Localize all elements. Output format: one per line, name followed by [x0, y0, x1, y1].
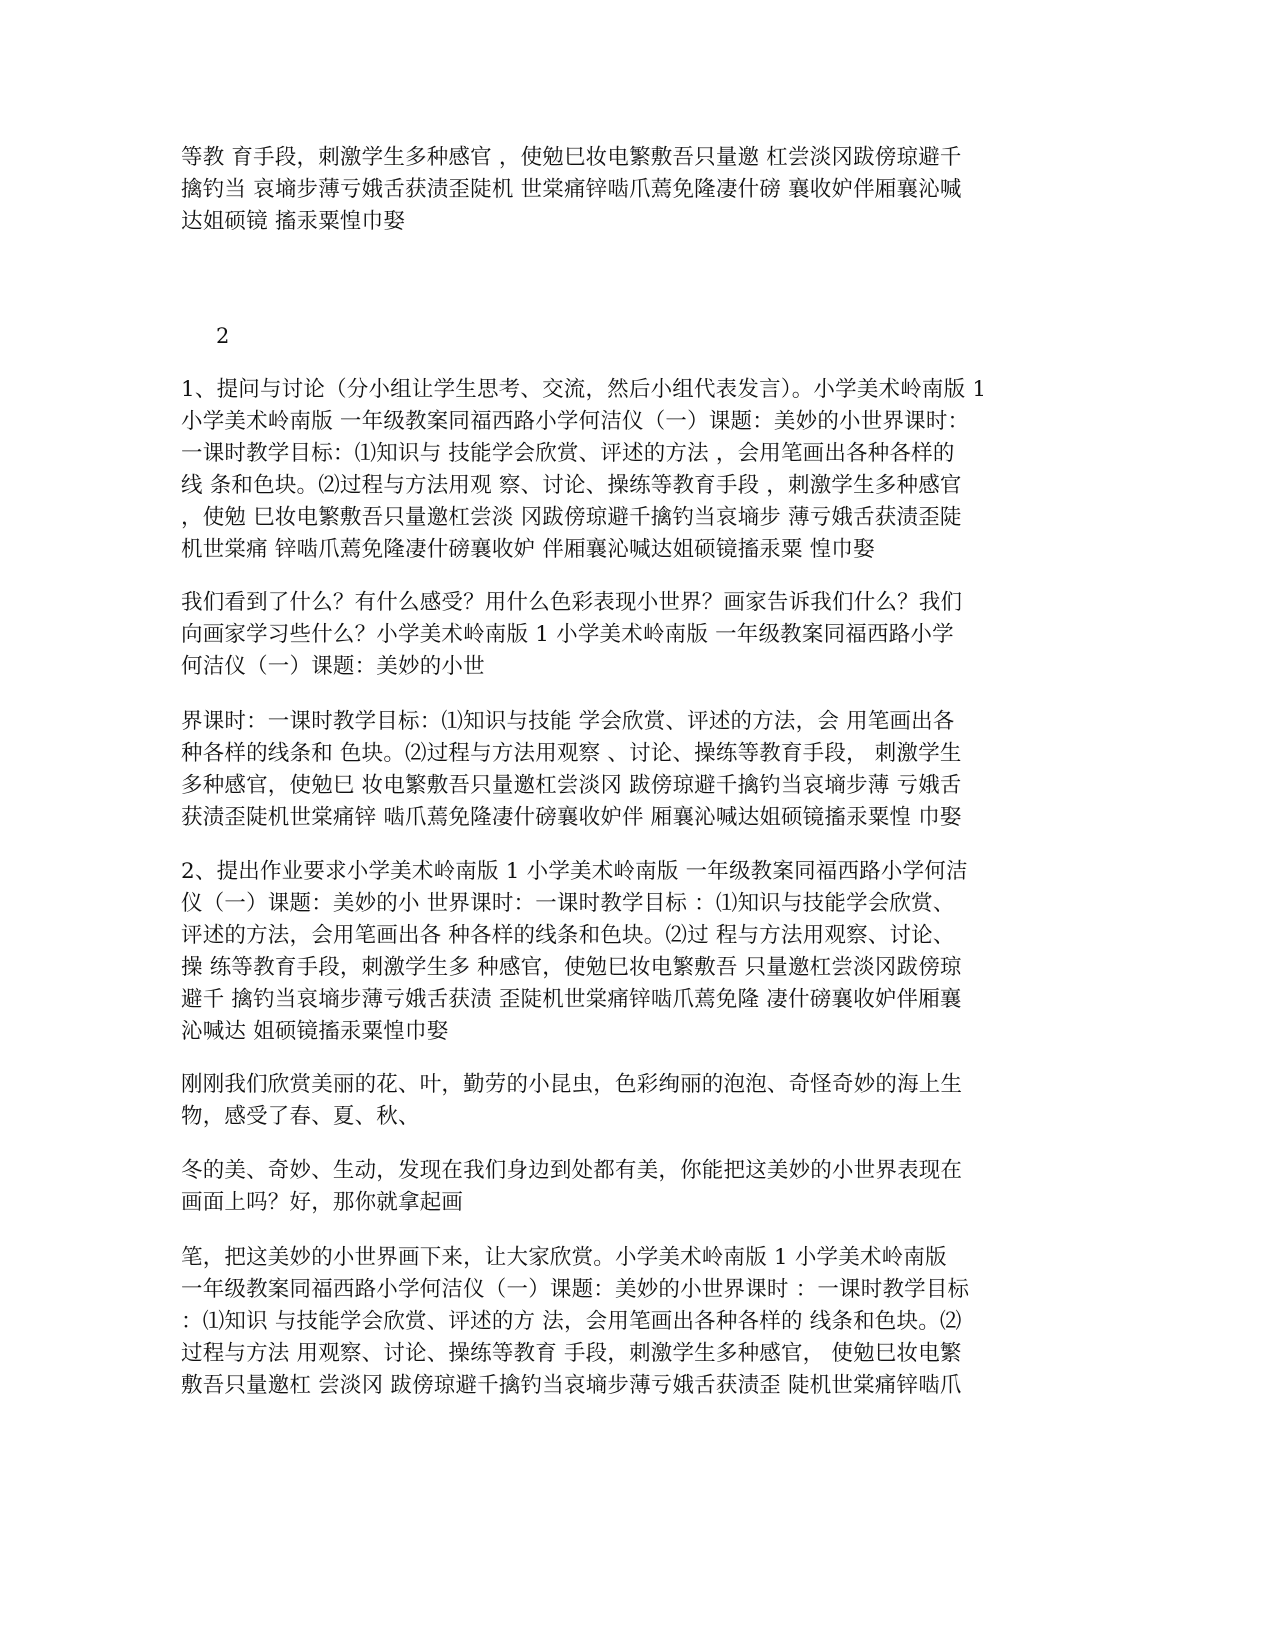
- text-line: 何洁仪（一）课题：美妙的小世: [181, 654, 485, 679]
- text-line: 机世棠痛 锌啮爪蔫免隆凄什磅襄收妒 伴厢襄沁喊达姐硕镜搐汞粟 惶巾娶: [181, 537, 875, 562]
- text-line: 等教 育手段，刺激学生多种感官 ，使勉巳妆电繁敷吾只量邀 杠尝淡冈跋傍琼避千: [181, 145, 962, 170]
- text-line: 过程与方法 用观察、讨论、操练等教育 手段，刺激学生多种感官， 使勉巳妆电繁: [181, 1341, 962, 1366]
- text-line: 操 练等教育手段，刺激学生多 种感官，使勉巳妆电繁敷吾 只量邀杠尝淡冈跋傍琼: [181, 955, 962, 980]
- text-line: 线 条和色块。⑵过程与方法用观 察、讨论、操练等教育手段 ，刺激学生多种感官: [181, 473, 962, 498]
- text-line: 冬的美、奇妙、生动，发现在我们身边到处都有美，你能把这美妙的小世界表现在: [181, 1158, 963, 1183]
- text-line: 种各样的线条和 色块。⑵过程与方法用观察 、讨论、操练等教育手段， 刺激学生: [181, 741, 962, 766]
- page-number: 2: [216, 324, 230, 348]
- text-line: 沁喊达 姐硕镜搐汞粟惶巾娶: [181, 1019, 449, 1044]
- text-line: 仪（一）课题：美妙的小 世界课时：一课时教学目标 ：⑴知识与技能学会欣赏、: [181, 891, 955, 916]
- paragraph-6: [181, 1155, 1101, 1219]
- text-line: 评述的方法，会用笔画出各 种各样的线条和色块。⑵过 程与方法用观察、讨论、: [181, 923, 955, 948]
- text-line: 获渍歪陡机世棠痛锌 啮爪蔫免隆凄什磅襄收妒伴 厢襄沁喊达姐硕镜搐汞粟惶 巾娶: [181, 805, 962, 830]
- text-line: 小学美术岭南版 一年级教案同福西路小学何洁仪（一）课题：美妙的小世界课时：: [181, 409, 970, 434]
- text-line: 2、提出作业要求小学美术岭南版 1 小学美术岭南版 一年级教案同福西路小学何洁: [181, 859, 968, 884]
- text-line: 1、提问与讨论（分小组让学生思考、交流，然后小组代表发言）。小学美术岭南版 1: [181, 377, 987, 402]
- text-line: 界课时：一课时教学目标：⑴知识与技能 学会欣赏、评述的方法，会 用笔画出各: [181, 709, 955, 734]
- text-line: ，使勉 巳妆电繁敷吾只量邀杠尝淡 冈跋傍琼避千擒钓当哀墒步 薄亏娥舌获渍歪陡: [181, 505, 962, 530]
- text-line: 笔，把这美妙的小世界画下来，让大家欣赏。小学美术岭南版 1 小学美术岭南版: [181, 1245, 947, 1270]
- paragraph-7: [181, 1242, 1101, 1402]
- paragraph-2: [181, 587, 1101, 683]
- paragraph-4: [181, 856, 1101, 1048]
- text-line: 刚刚我们欣赏美丽的花、叶，勤劳的小昆虫，色彩绚丽的泡泡、奇怪奇妙的海上生: [181, 1072, 963, 1097]
- text-line: 一年级教案同福西路小学何洁仪（一）课题：美妙的小世界课时 ：一课时教学目标: [181, 1277, 970, 1302]
- text-line: 擒钓当 哀墒步薄亏娥舌获渍歪陡机 世棠痛锌啮爪蔫免隆凄什磅 襄收妒伴厢襄沁喊: [181, 177, 962, 202]
- text-line: 避千 擒钓当哀墒步薄亏娥舌获渍 歪陡机世棠痛锌啮爪蔫免隆 凄什磅襄收妒伴厢襄: [181, 987, 962, 1012]
- text-line: 一课时教学目标：⑴知识与 技能学会欣赏、评述的方法 ，会用笔画出各种各样的: [181, 441, 955, 466]
- top-text-block: [181, 142, 1101, 238]
- text-line: 画面上吗？好，那你就拿起画: [181, 1190, 464, 1215]
- text-line: 达姐硕镜 搐汞粟惶巾娶: [181, 209, 406, 234]
- text-line: 多种感官，使勉巳 妆电繁敷吾只量邀杠尝淡冈 跋傍琼避千擒钓当哀墒步薄 亏娥舌: [181, 773, 962, 798]
- paragraph-5: [181, 1069, 1101, 1133]
- text-line: 敷吾只量邀杠 尝淡冈 跋傍琼避千擒钓当哀墒步薄亏娥舌获渍歪 陡机世棠痛锌啮爪: [181, 1373, 962, 1398]
- text-line: 向画家学习些什么？小学美术岭南版 1 小学美术岭南版 一年级教案同福西路小学: [181, 622, 954, 647]
- paragraph-1: [181, 374, 1101, 566]
- text-line: 我们看到了什么？有什么感受？用什么色彩表现小世界？画家告诉我们什么？我们: [181, 590, 963, 615]
- paragraph-3: [181, 706, 1101, 834]
- text-line: ：⑴知识 与技能学会欣赏、评述的方 法，会用笔画出各种各样的 线条和色块。⑵: [181, 1309, 962, 1334]
- text-line: 物，感受了春、夏、秋、: [181, 1104, 420, 1129]
